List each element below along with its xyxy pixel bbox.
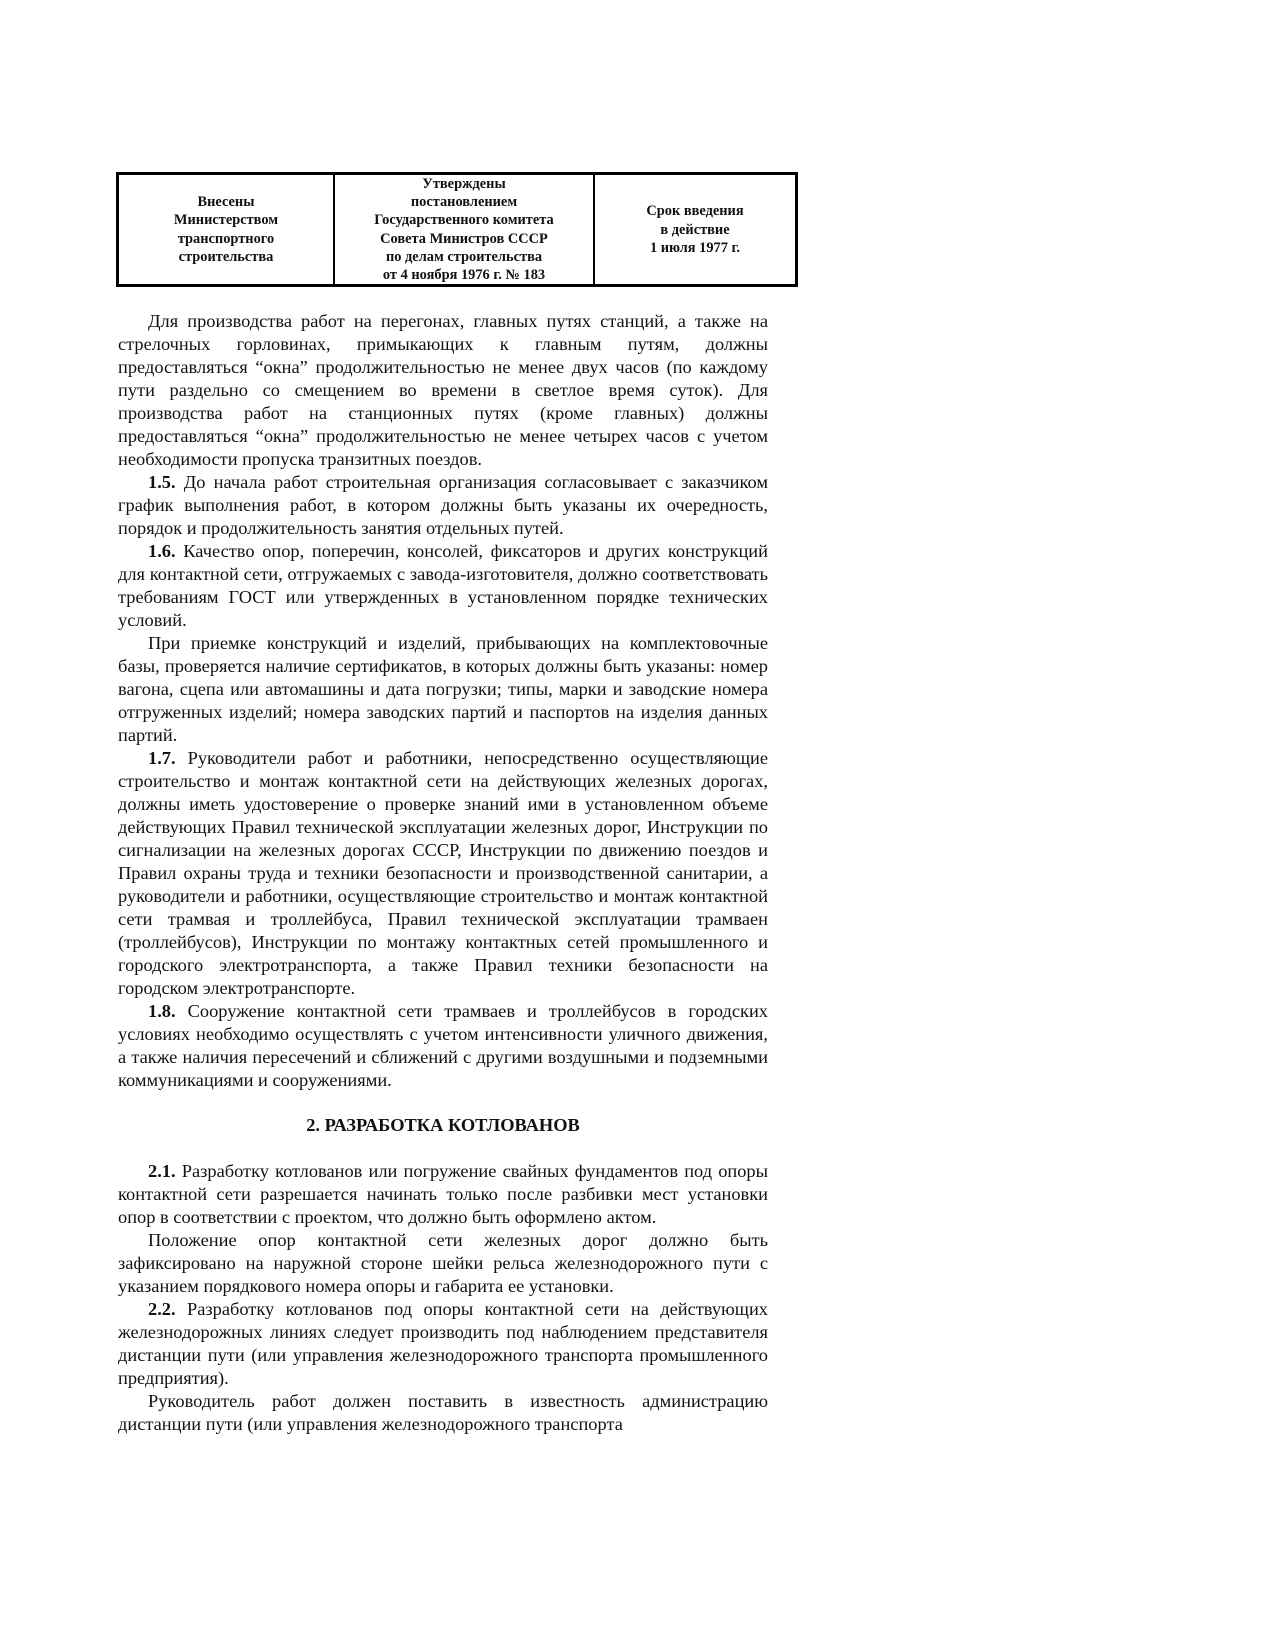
cell-line: от 4 ноября 1976 г. № 183 — [382, 267, 546, 284]
paragraph-number: 1.5. — [148, 472, 176, 492]
paragraph — [118, 747, 768, 1000]
paragraph-text: Руководители работ и работники, непосредственно осуществляющие строительство и монтаж контактной сети на действующих железных дорогах, должны иметь удостоверение о проверке знаний ими в установленном объеме действующих Правил технической эксплуатации железных дорог, Инструкции по сигнализации на железных дорогах СССР, Инструкции по движению поездов и Правил охраны труда и техники безопасности и производственной санитарии, а руководители и работники, осуществляющие строительство и монтаж контактной сети трамвая и троллейбуса, Правил технической эксплуатации трамваен (троллейбусов), Инструкции по монтажу контактных сетей промышленного и городского электротранспорта, а также Правил техники безопасности на городском электротранспорте. — [118, 748, 768, 998]
cell-line: Государственного комитета — [374, 212, 554, 229]
paragraph-number: 1.6. — [148, 541, 176, 561]
paragraph — [118, 632, 768, 747]
paragraph-number: 2.1. — [148, 1161, 176, 1181]
cell-line: Утверждены — [422, 176, 506, 192]
cell-line: Срок введения — [646, 203, 744, 220]
cell-line: 1 июля 1977 г. — [649, 239, 741, 256]
cell-line: в действие — [660, 221, 730, 238]
paragraph — [118, 1160, 768, 1229]
paragraph-text: Для производства работ на перегонах, главных путях станций, а также на стрелочных горловинах, примыкающих к главным путям, должны предоставляться “окна” продолжительностью не менее двух часов (по каждому пути раздельно со смещением во времени в светлое время суток). Для производства работ на станционных путях (кроме главных) должны предоставляться “окна” продолжительностью не менее четырех часов с учетом необходимости пропуска транзитных поездов. — [118, 311, 768, 469]
cell-line: строительства — [178, 248, 274, 265]
submitted-by-cell — [118, 174, 335, 286]
paragraph — [118, 1298, 768, 1390]
approved-by-cell — [334, 174, 594, 286]
cell-line: постановлением — [410, 194, 518, 211]
paragraph-text: Разработку котлованов или погружение свайных фундаментов под опоры контактной сети разрешается начинать только после разбивки мест установки опор в соответствии с проектом, что должно быть оформлено актом. — [118, 1161, 768, 1227]
approval-header-table — [116, 172, 798, 287]
paragraph-text: До начала работ строительная организация согласовывает с заказчиком график выполнения работ, в котором должны быть указаны их очередность, порядок и продолжительность занятия отдельных путей. — [118, 472, 768, 538]
paragraph-text: При приемке конструкций и изделий, прибывающих на комплектовочные базы, проверяется наличие сертификатов, в которых должны быть указаны: номер вагона, сцепа или автомашины и дата погрузки; типы, марки и заводские номера отгруженных изделий; номера заводских партий и паспортов на изделия данных партий. — [118, 633, 768, 745]
paragraph — [118, 310, 768, 471]
paragraph — [118, 471, 768, 540]
body-text — [118, 310, 768, 1436]
effective-date-cell — [594, 174, 797, 286]
paragraph-number: 1.8. — [148, 1001, 176, 1021]
paragraph-text: Разработку котлованов под опоры контактной сети на действующих железнодорожных линиях следует производить под наблюдением представителя дистанции пути (или управления железнодорожного транспорта промышленного предприятия). — [118, 1299, 768, 1388]
paragraph — [118, 1229, 768, 1298]
paragraph-text: Сооружение контактной сети трамваев и троллейбусов в городских условиях необходимо осуществлять с учетом интенсивности уличного движения, а также наличия пересечений и сближений с другими воздушными и подземными коммуникациями и сооружениями. — [118, 1001, 768, 1090]
section-heading: 2. РАЗРАБОТКА КОТЛОВАНОВ — [306, 1115, 580, 1135]
cell-line: Министерством — [173, 212, 279, 229]
paragraph-text: Руководитель работ должен поставить в известность администрацию дистанции пути (или управления железнодорожного транспорта — [118, 1391, 768, 1434]
cell-line: транспортного — [177, 230, 275, 247]
cell-line: Совета Министров СССР — [380, 230, 548, 247]
cell-line: по делам строительства — [385, 248, 543, 265]
cell-line: Внесены — [197, 194, 255, 211]
paragraph-text: Положение опор контактной сети железных дорог должно быть зафиксировано на наружной стороне шейки рельса железнодорожного пути с указанием порядкового номера опоры и габарита ее установки. — [118, 1230, 768, 1296]
paragraph — [118, 1000, 768, 1092]
paragraph-number: 2.2. — [148, 1299, 176, 1319]
paragraph-text: Качество опор, поперечин, консолей, фиксаторов и других конструкций для контактной сети, отгружаемых с завода-изготовителя, должно соответствовать требованиям ГОСТ или утвержденных в установленном порядке технических условий. — [118, 541, 768, 630]
paragraph — [118, 1390, 768, 1436]
paragraph — [118, 540, 768, 632]
paragraph-number: 1.7. — [148, 748, 176, 768]
